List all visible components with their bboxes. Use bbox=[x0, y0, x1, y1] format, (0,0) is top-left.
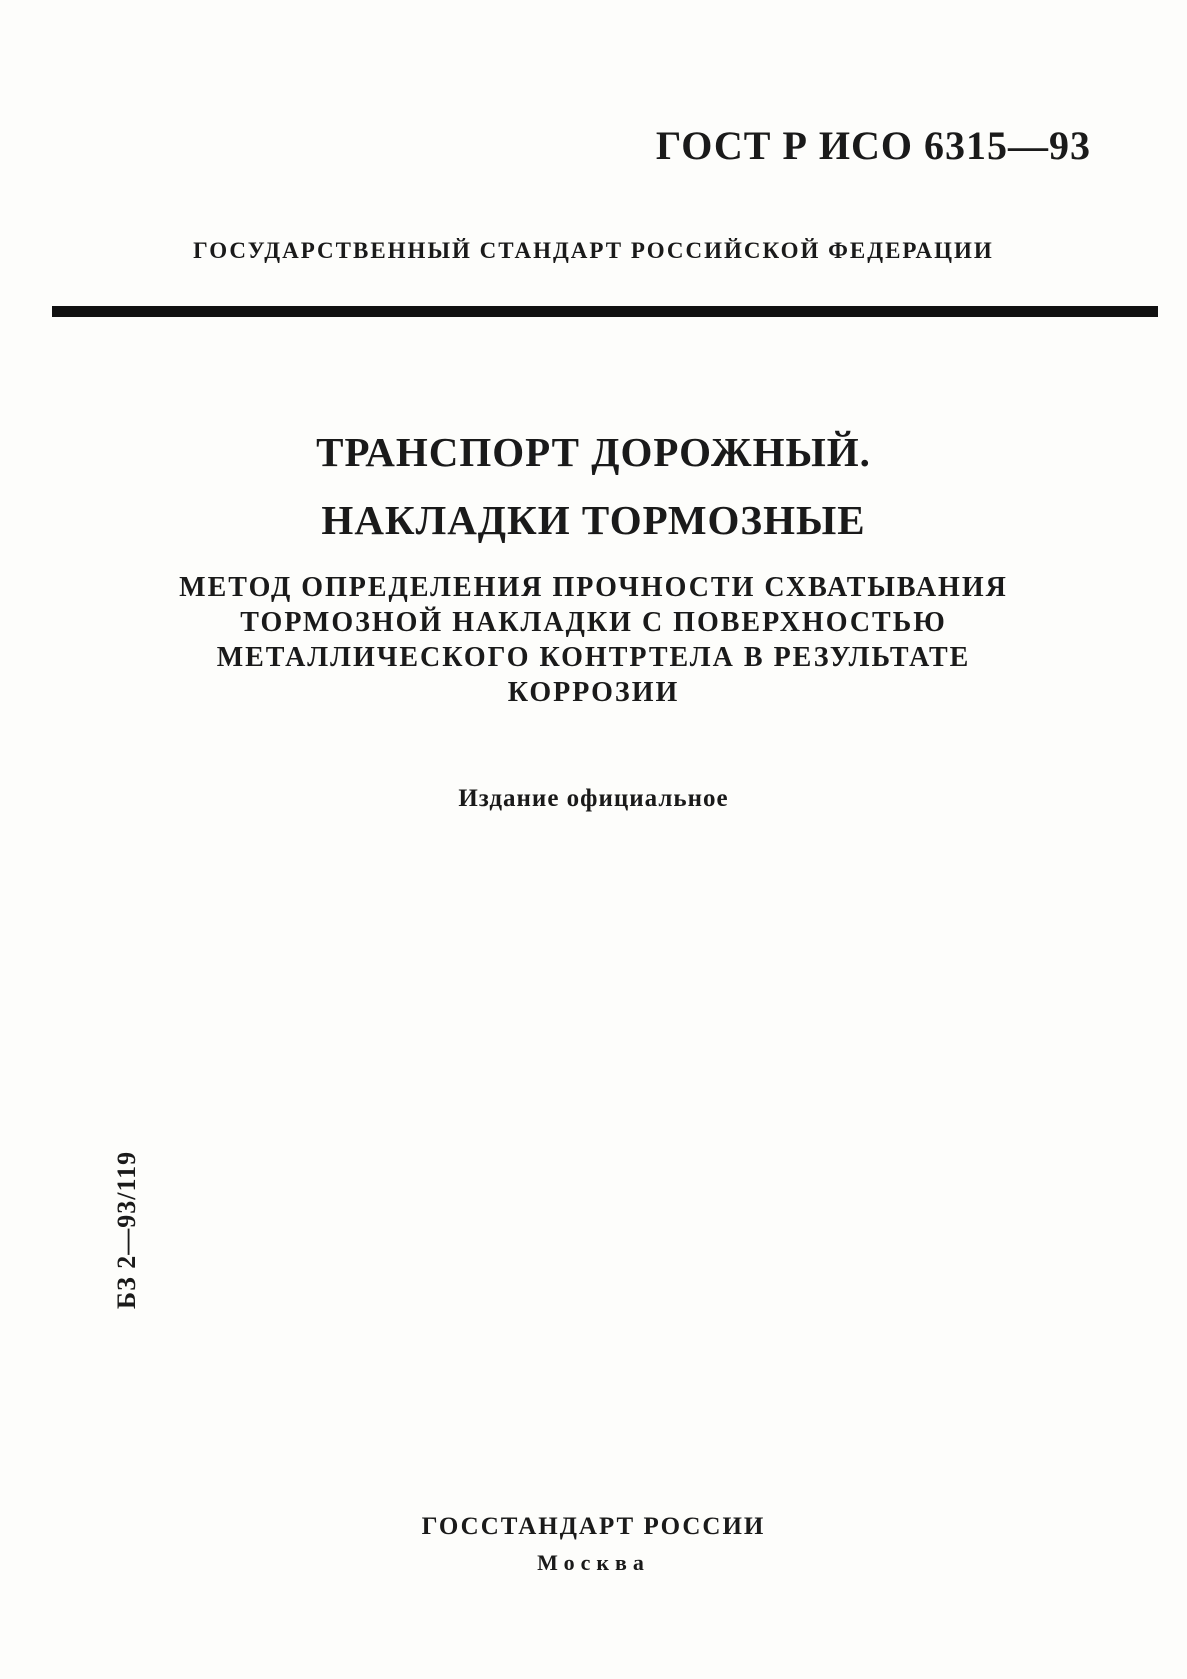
side-code: БЗ 2—93/119 bbox=[112, 1150, 141, 1310]
subtitle-line: ТОРМОЗНОЙ НАКЛАДКИ С ПОВЕРХНОСТЬЮ bbox=[240, 607, 947, 638]
publication-city: Москва bbox=[537, 1550, 650, 1575]
header-rule bbox=[52, 306, 1158, 317]
publisher: ГОССТАНДАРТ РОССИИ bbox=[421, 1513, 766, 1540]
subtitle-line: МЕТАЛЛИЧЕСКОГО КОНТРТЕЛА В РЕЗУЛЬТАТЕ bbox=[216, 642, 971, 673]
title-line: ТРАНСПОРТ ДОРОЖНЫЙ. bbox=[316, 429, 871, 475]
document-number: ГОСТ Р ИСО 6315—93 bbox=[655, 123, 1091, 168]
title-line: НАКЛАДКИ ТОРМОЗНЫЕ bbox=[321, 497, 866, 543]
subtitle-line: МЕТОД ОПРЕДЕЛЕНИЯ ПРОЧНОСТИ СХВАТЫВАНИЯ bbox=[179, 572, 1008, 603]
state-standard-header: ГОСУДАРСТВЕННЫЙ СТАНДАРТ РОССИЙСКОЙ ФЕДЕРАЦИИ bbox=[193, 238, 994, 263]
document-title bbox=[0, 418, 1187, 554]
subtitle-line: КОРРОЗИИ bbox=[507, 677, 680, 708]
edition-label: Издание официальное bbox=[458, 785, 729, 812]
document-subtitle bbox=[0, 570, 1187, 710]
